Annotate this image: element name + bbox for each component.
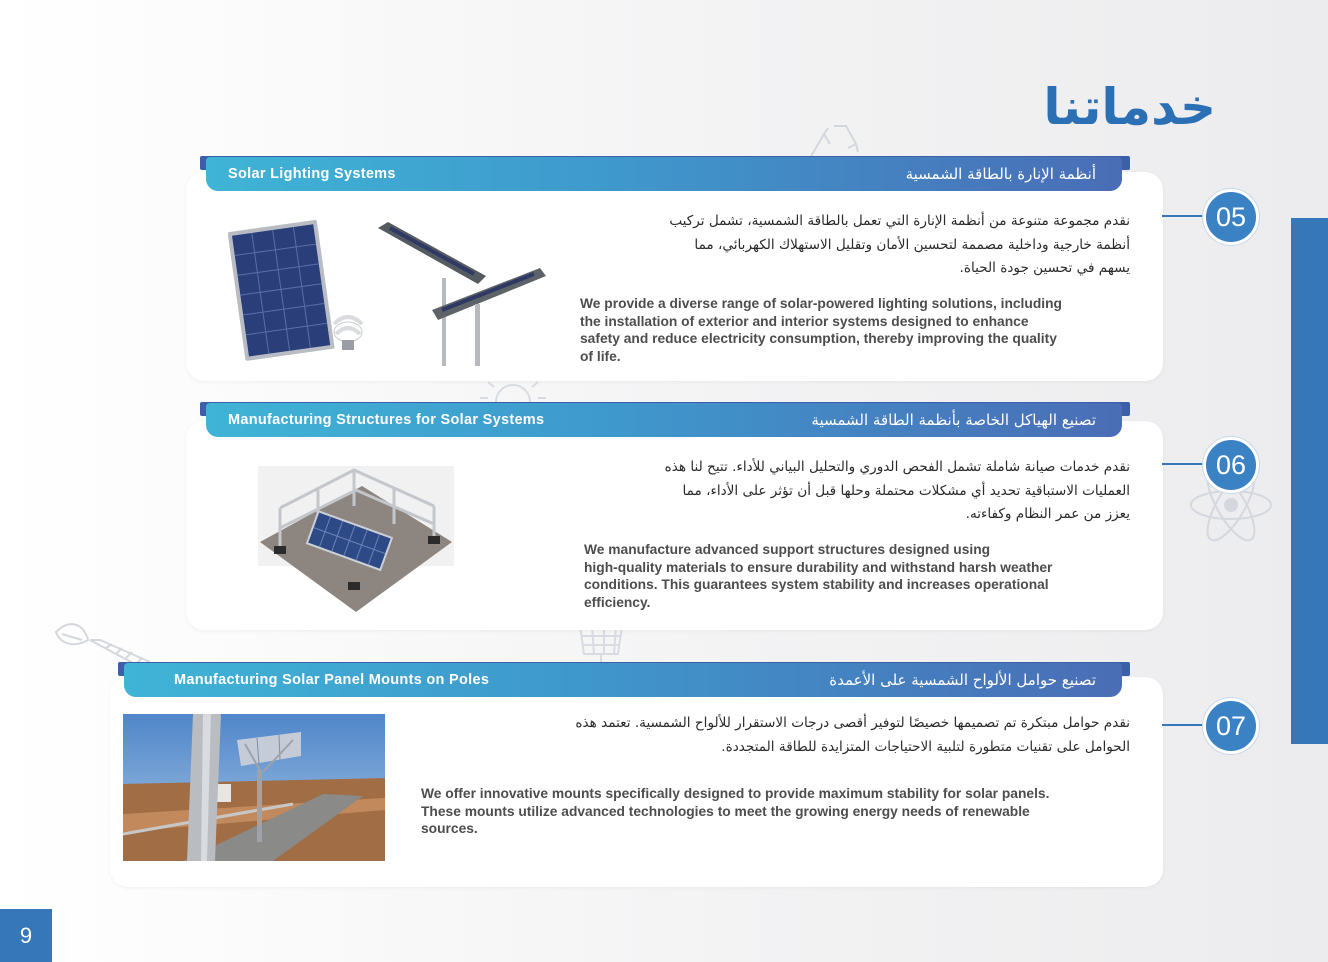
desc-en-line: the installation of exterior and interior systems designed to enhance xyxy=(580,313,1029,329)
desc-en-line: efficiency. xyxy=(584,594,651,610)
service-desc-ar-05 xyxy=(560,210,1130,281)
service-number-06: 06 xyxy=(1203,437,1259,493)
service-desc-ar-06 xyxy=(560,456,1130,527)
service-header-05 xyxy=(206,157,1122,191)
service-title-ar: تصنيع الهياكل الخاصة بأنظمة الطاقة الشمسية xyxy=(811,411,1096,429)
solar-structure-image xyxy=(258,466,454,614)
desc-en-line: We provide a diverse range of solar-powered lighting solutions, including xyxy=(580,296,1062,311)
desc-ar-line: العمليات الاستباقية تحديد أي مشكلات محتملة وحلها قبل أن تؤثر على الأداء، مما xyxy=(682,482,1130,499)
desc-ar-line: نقدم مجموعة متنوعة من أنظمة الإنارة التي تعمل بالطاقة الشمسية، تشمل تركيب xyxy=(669,213,1130,229)
service-desc-ar-07 xyxy=(400,712,1130,759)
service-header-06 xyxy=(206,403,1122,437)
desc-en-line: sources. xyxy=(421,821,478,836)
service-title-en: Manufacturing Solar Panel Mounts on Poles xyxy=(174,672,490,688)
desc-en-line: These mounts utilize advanced technologies to meet the growing energy needs of renewable xyxy=(421,803,1030,819)
desc-ar-line: يسهم في تحسين جودة الحياة. xyxy=(959,260,1130,276)
page-number: 9 xyxy=(0,909,52,962)
solar-lighting-image xyxy=(228,214,558,366)
desc-en-line: of life. xyxy=(580,348,621,364)
desc-en-line: We offer innovative mounts specifically designed to provide maximum stability for solar panels. xyxy=(421,786,1050,801)
page-title: خدماتنا xyxy=(1043,78,1216,136)
desc-ar-line: يعزز من عمر النظام وكفاءته. xyxy=(965,506,1130,522)
desc-en-line: We manufacture advanced support structures designed using xyxy=(584,542,991,557)
service-desc-en-05 xyxy=(580,295,1140,365)
solar-panel-icon xyxy=(576,624,626,664)
desc-en-line: high-quality materials to ensure durability and withstand harsh weather xyxy=(584,559,1053,575)
desc-ar-line: نقدم حوامل مبتكرة تم تصميمها خصيصًا لتوفير أقصى درجات الاستقرار للألواح الشمسية. تعتمد هذه xyxy=(575,715,1130,731)
service-title-en: Solar Lighting Systems xyxy=(228,166,396,182)
right-accent-bar xyxy=(1291,218,1328,744)
desc-ar-line: نقدم خدمات صيانة شاملة تشمل الفحص الدوري والتحليل البياني للأداء. تتيح لنا هذه xyxy=(664,459,1130,475)
desc-en-line: conditions. This guarantees system stability and increases operational xyxy=(584,577,1049,592)
service-desc-en-06 xyxy=(584,541,1144,611)
service-title-ar: أنظمة الإنارة بالطاقة الشمسية xyxy=(905,165,1096,183)
service-desc-en-07 xyxy=(421,785,1151,838)
service-number-05: 05 xyxy=(1203,189,1259,245)
service-title-en: Manufacturing Structures for Solar Systems xyxy=(228,412,545,428)
desc-en-line: safety and reduce electricity consumption, thereby improving the quality xyxy=(580,331,1057,346)
service-number-07: 07 xyxy=(1203,698,1259,754)
pole-mount-image xyxy=(123,714,385,861)
service-title-ar: تصنيع حوامل الألواح الشمسية على الأعمدة xyxy=(829,671,1096,689)
desc-ar-line: أنظمة خارجية وداخلية مصممة لتحسين الأمان وتقليل الاستهلاك الكهربائي، مما xyxy=(694,236,1130,253)
service-header-07 xyxy=(124,663,1122,697)
desc-ar-line: الحوامل على تقنيات متطورة لتلبية الاحتياجات المتزايدة للطاقة المتجددة. xyxy=(721,738,1130,755)
